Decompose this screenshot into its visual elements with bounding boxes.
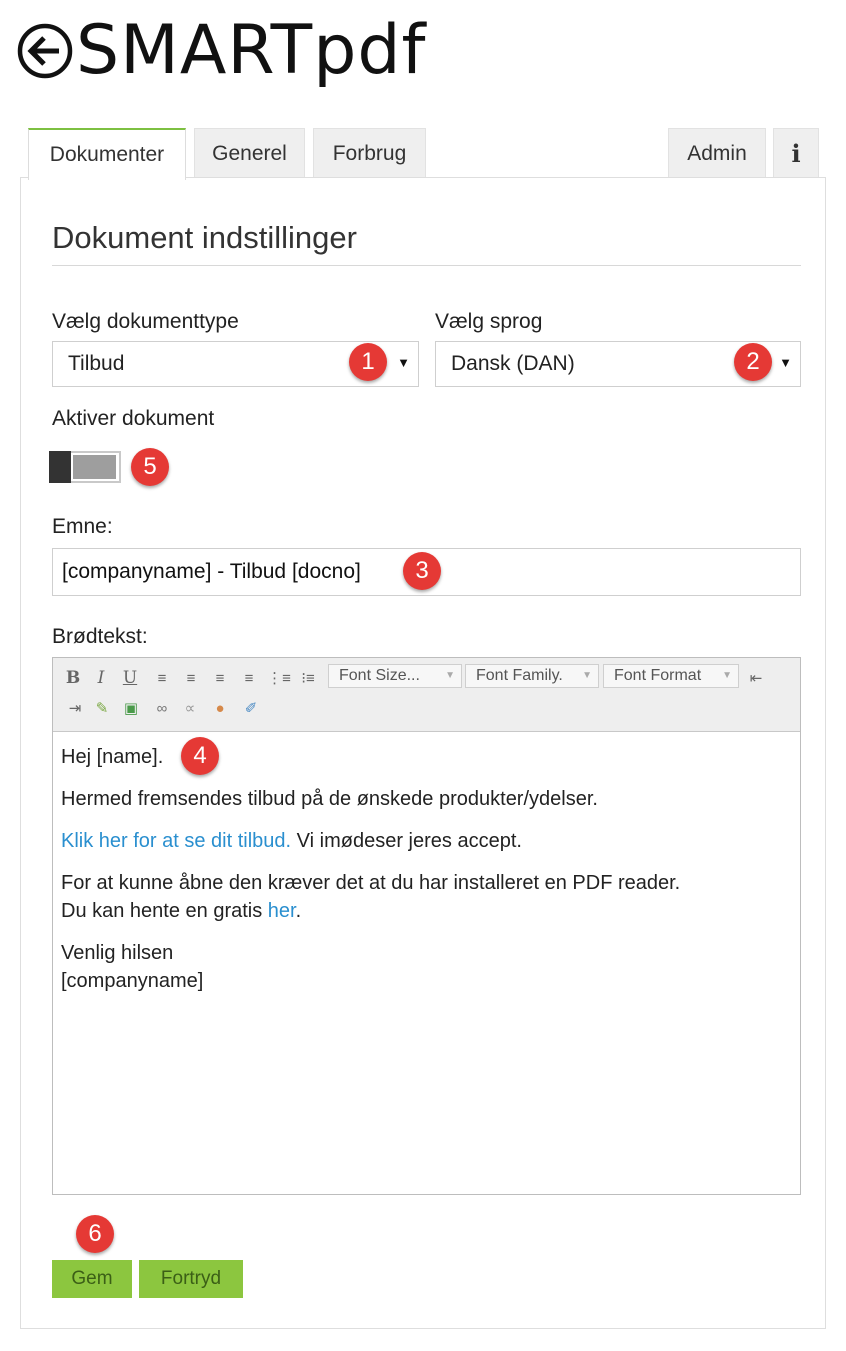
language-value: Dansk (DAN) [451, 352, 575, 375]
align-left-icon[interactable]: ≡ [157, 669, 167, 687]
download-link[interactable]: her [267, 900, 296, 922]
tab-generel[interactable]: Generel [194, 128, 305, 178]
italic-button[interactable]: I [97, 668, 105, 688]
marker-4: 4 [181, 737, 219, 775]
font-size-label: Font Size... [339, 667, 420, 684]
color-palette-icon[interactable]: ● [215, 699, 225, 717]
doctype-value: Tilbud [68, 352, 125, 375]
doctype-label: Vælg dokumenttype [52, 310, 239, 333]
signature-text: [companyname] [61, 970, 204, 992]
ordered-list-icon[interactable]: ⋮≡ [267, 670, 291, 687]
editor-content[interactable] [61, 743, 792, 1009]
tab-bar [28, 128, 818, 178]
bold-button[interactable]: B [65, 668, 81, 688]
closing-text: Venlig hilsen [61, 942, 174, 964]
tab-forbrug[interactable]: Forbrug [313, 128, 426, 178]
marker-1: 1 [349, 343, 387, 381]
underline-button[interactable]: U [122, 668, 138, 688]
body-line-3 [61, 869, 792, 925]
language-label: Vælg sprog [435, 310, 543, 333]
marker-5: 5 [131, 448, 169, 486]
subject-label: Emne: [52, 515, 113, 538]
greeting-text: Hej [name]. [61, 746, 164, 768]
editor-toolbar [53, 658, 800, 732]
page-title: Dokument indstillinger [52, 220, 357, 255]
period-text: . [295, 900, 302, 922]
toggle-knob [49, 451, 71, 483]
toggle-track [73, 455, 116, 479]
body-label: Brødtekst: [52, 625, 148, 648]
font-format-label: Font Format [614, 667, 702, 684]
indent-icon[interactable]: ⇥ [68, 700, 82, 717]
rich-text-editor[interactable] [52, 657, 801, 1195]
html-edit-icon[interactable]: ✐ [244, 700, 258, 717]
title-divider [52, 265, 801, 266]
marker-2: 2 [734, 343, 772, 381]
link-icon[interactable]: ∞ [156, 699, 168, 717]
cancel-button[interactable]: Fortryd [139, 1260, 243, 1298]
dropdown-arrow-icon: ▼ [445, 670, 455, 681]
pdf-reader-text: For at kunne åbne den kræver det at du har installeret en PDF reader. [61, 872, 681, 894]
download-text: Du kan hente en gratis [61, 900, 268, 922]
logo-text: SMARTpdf [76, 11, 427, 90]
font-family-label: Font Family. [476, 667, 563, 684]
body-line-2 [61, 827, 792, 855]
align-justify-icon[interactable]: ≡ [244, 669, 254, 687]
dropdown-arrow-icon: ▼ [582, 670, 592, 681]
offer-link[interactable]: Klik her for at se dit tilbud. [61, 830, 292, 852]
app-logo[interactable] [16, 6, 426, 96]
marker-6: 6 [76, 1215, 114, 1253]
edit-source-icon[interactable]: ✎ [95, 700, 109, 717]
body-line-1: Hermed fremsendes tilbud på de ønskede produkter/ydelser. [61, 788, 598, 810]
activate-label: Aktiver dokument [52, 407, 215, 430]
closing-block [61, 939, 792, 995]
dropdown-arrow-icon: ▼ [722, 670, 732, 681]
accept-text: Vi imødeser jeres accept. [291, 830, 522, 852]
marker-3: 3 [403, 552, 441, 590]
unlink-icon[interactable]: ∝ [184, 700, 196, 717]
circle-arrow-left-icon [16, 22, 74, 80]
font-family-select[interactable] [465, 664, 599, 688]
font-size-select[interactable] [328, 664, 462, 688]
info-icon[interactable]: i [773, 128, 819, 178]
outdent-icon[interactable]: ⇤ [749, 670, 763, 687]
subject-value: [companyname] - Tilbud [docno] [62, 560, 361, 583]
align-center-icon[interactable]: ≡ [186, 669, 196, 687]
tab-dokumenter[interactable]: Dokumenter [28, 128, 186, 180]
save-button[interactable]: Gem [52, 1260, 132, 1298]
activate-toggle[interactable] [49, 451, 121, 483]
tab-admin[interactable]: Admin [668, 128, 766, 178]
align-right-icon[interactable]: ≡ [215, 669, 225, 687]
insert-image-icon[interactable]: ▣ [123, 700, 139, 717]
caret-down-icon: ▼ [779, 355, 792, 370]
caret-down-icon: ▼ [397, 355, 410, 370]
font-format-select[interactable] [603, 664, 739, 688]
unordered-list-icon[interactable]: ⁝≡ [301, 670, 315, 687]
